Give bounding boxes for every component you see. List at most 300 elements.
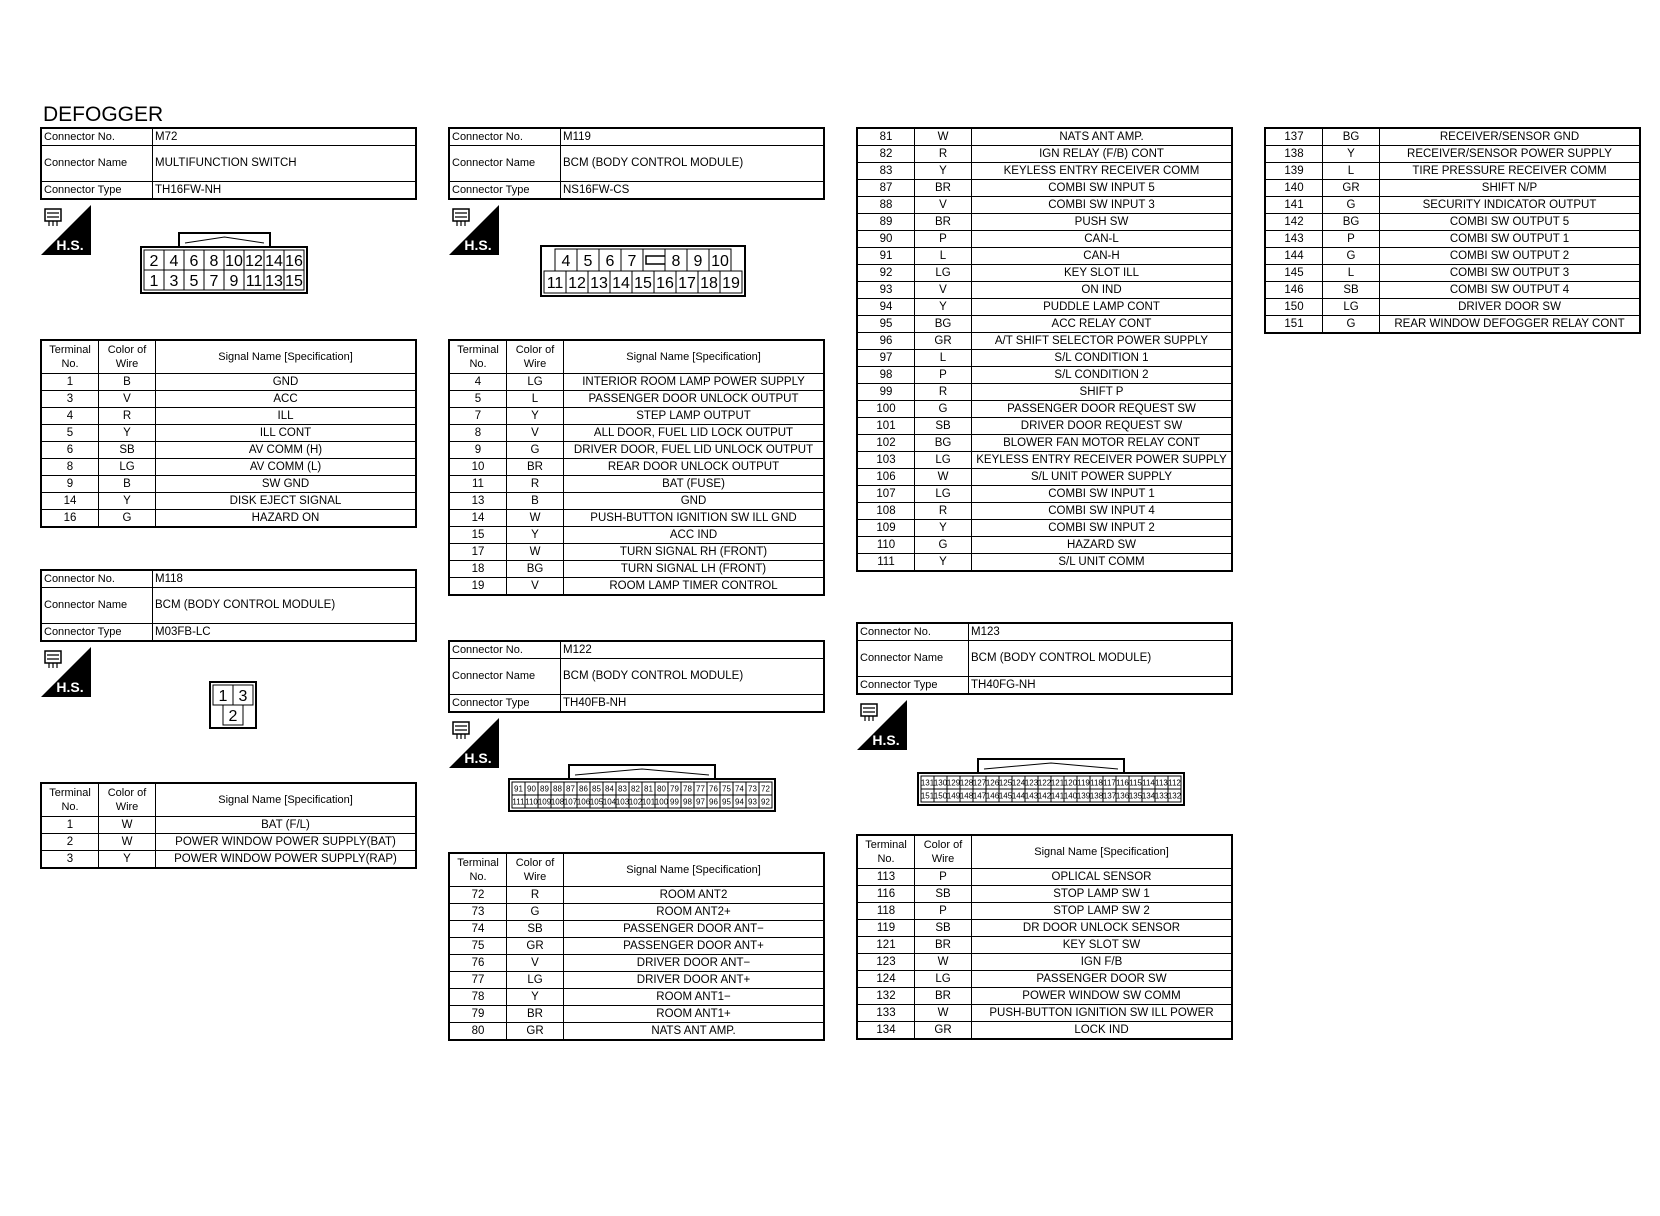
wire-color: SB — [507, 921, 564, 938]
conn-name-label: Connector Name — [41, 146, 153, 182]
signal-name: RECEIVER/SENSOR GND — [1380, 128, 1641, 146]
terminal-no: 96 — [857, 333, 915, 350]
terminal-no: 101 — [857, 418, 915, 435]
wire-color: V — [507, 578, 564, 596]
pin-label: 146 — [985, 791, 1000, 801]
terminal-no: 140 — [1265, 180, 1323, 197]
pin-label: 115 — [1129, 778, 1142, 788]
terminal-no: 124 — [857, 971, 915, 988]
pin-label: 86 — [579, 784, 588, 794]
wire-color: Y — [507, 527, 564, 544]
terminal-no: 5 — [449, 391, 507, 408]
signal-name: DRIVER DOOR ANT+ — [564, 972, 825, 989]
table-row — [857, 333, 1232, 350]
pin-label: 96 — [709, 797, 718, 807]
table-row — [857, 520, 1232, 537]
pin-label: 138 — [1089, 791, 1104, 801]
wire-color: W — [915, 469, 972, 486]
wire-color: GR — [915, 1022, 972, 1040]
table-row — [41, 442, 416, 459]
wire-color: Y — [99, 425, 156, 442]
wire-color: W — [99, 834, 156, 851]
signal-name: DRIVER DOOR ANT− — [564, 955, 825, 972]
terminal-no: 100 — [857, 401, 915, 418]
signal-name: KEY SLOT ILL — [972, 265, 1233, 282]
m123-terminal-table — [856, 834, 1233, 1040]
terminal-no: 97 — [857, 350, 915, 367]
signal-name: S/L CONDITION 1 — [972, 350, 1233, 367]
signal-name: CAN-L — [972, 231, 1233, 248]
pin-label: 101 — [641, 797, 656, 807]
header-terminal: Terminal No. — [41, 340, 99, 374]
signal-name: TIRE PRESSURE RECEIVER COMM — [1380, 163, 1641, 180]
terminal-no: 145 — [1265, 265, 1323, 282]
pin-label: 16 — [656, 274, 674, 292]
pin-label: 72 — [761, 784, 770, 794]
wire-color: W — [915, 954, 972, 971]
table-row — [449, 425, 824, 442]
conn-no-value: M122 — [561, 641, 825, 659]
table-row — [857, 384, 1232, 401]
hs-label: H.S. — [56, 237, 84, 253]
wire-color: GR — [915, 333, 972, 350]
terminal-no: 13 — [449, 493, 507, 510]
signal-name: REAR WINDOW DEFOGGER RELAY CONT — [1380, 316, 1641, 334]
terminal-no: 89 — [857, 214, 915, 231]
pin-label: 126 — [985, 778, 1000, 788]
pin-label: 79 — [670, 784, 679, 794]
pin-label: 117 — [1103, 778, 1116, 788]
terminal-no: 11 — [449, 476, 507, 493]
pin-label: 118 — [1090, 778, 1103, 788]
wire-color: W — [915, 1005, 972, 1022]
wire-color: LG — [915, 971, 972, 988]
conn-no-value: M118 — [153, 570, 417, 588]
hs-label: H.S. — [56, 679, 84, 695]
signal-name: KEYLESS ENTRY RECEIVER POWER SUPPLY — [972, 452, 1233, 469]
pin-label: 93 — [748, 797, 757, 807]
pin-label: 17 — [678, 274, 696, 292]
signal-name: A/T SHIFT SELECTOR POWER SUPPLY — [972, 333, 1233, 350]
pin-label: 11 — [245, 272, 263, 290]
table-row — [449, 493, 824, 510]
wire-color: G — [507, 904, 564, 921]
table-row — [1265, 163, 1640, 180]
signal-name: STOP LAMP SW 1 — [972, 886, 1233, 903]
signal-name: PUDDLE LAMP CONT — [972, 299, 1233, 316]
table-row — [1265, 316, 1640, 334]
wire-color: BG — [1323, 128, 1380, 146]
wire-color: BR — [507, 459, 564, 476]
wire-color: BR — [915, 180, 972, 197]
table-row — [857, 452, 1232, 469]
table-row — [857, 954, 1232, 971]
signal-name: COMBI SW OUTPUT 2 — [1380, 248, 1641, 265]
wire-color: L — [1323, 265, 1380, 282]
terminal-no: 79 — [449, 1006, 507, 1023]
wire-color: G — [99, 510, 156, 528]
terminal-no: 99 — [857, 384, 915, 401]
wire-color: G — [1323, 197, 1380, 214]
pin-label: 87 — [566, 784, 575, 794]
pin-label: 128 — [959, 778, 974, 788]
terminal-no: 141 — [1265, 197, 1323, 214]
terminal-no: 95 — [857, 316, 915, 333]
pin-label: 75 — [722, 784, 731, 794]
conn-no-value: M119 — [561, 128, 825, 146]
conn-name-label: Connector Name — [449, 659, 561, 695]
pin-label: 130 — [933, 778, 948, 788]
table-row — [857, 903, 1232, 920]
pin-label: 90 — [527, 784, 536, 794]
pin-label: 10 — [225, 252, 243, 270]
signal-name: AV COMM (L) — [156, 459, 417, 476]
header-signal: Signal Name [Specification] — [156, 340, 417, 374]
signal-name: KEY SLOT SW — [972, 937, 1233, 954]
wire-color: V — [507, 425, 564, 442]
table-row — [41, 425, 416, 442]
table-row — [857, 316, 1232, 333]
wire-color: V — [507, 955, 564, 972]
pin-label: 94 — [735, 797, 744, 807]
signal-name: PUSH SW — [972, 214, 1233, 231]
wire-color: R — [915, 384, 972, 401]
terminal-no: 4 — [449, 374, 507, 391]
signal-name: COMBI SW OUTPUT 4 — [1380, 282, 1641, 299]
header-signal: Signal Name [Specification] — [564, 340, 825, 374]
terminal-no: 121 — [857, 937, 915, 954]
table-row — [857, 231, 1232, 248]
table-row — [857, 282, 1232, 299]
signal-name: STEP LAMP OUTPUT — [564, 408, 825, 425]
pin-label: 81 — [644, 784, 653, 794]
m123-terminal-table-cont — [1264, 127, 1641, 334]
pin-label: 143 — [1024, 791, 1039, 801]
signal-name: CAN-H — [972, 248, 1233, 265]
signal-name: TURN SIGNAL RH (FRONT) — [564, 544, 825, 561]
signal-name: REAR DOOR UNLOCK OUTPUT — [564, 459, 825, 476]
pin-label: 15 — [285, 272, 303, 290]
wire-color: Y — [507, 408, 564, 425]
conn-type-value: NS16FW-CS — [561, 182, 825, 200]
terminal-no: 75 — [449, 938, 507, 955]
table-row — [41, 459, 416, 476]
table-row — [857, 1022, 1232, 1040]
signal-name: INTERIOR ROOM LAMP POWER SUPPLY — [564, 374, 825, 391]
table-row — [857, 920, 1232, 937]
pin-label: 110 — [525, 797, 538, 807]
wire-color: P — [915, 231, 972, 248]
table-row — [857, 163, 1232, 180]
header-terminal: Terminal No. — [41, 783, 99, 817]
terminal-no: 83 — [857, 163, 915, 180]
pin-label: 99 — [670, 797, 679, 807]
m118-pin-diagram — [209, 681, 257, 734]
signal-name: LOCK IND — [972, 1022, 1233, 1040]
conn-name-value: BCM (BODY CONTROL MODULE) — [561, 659, 825, 695]
pin-label: 139 — [1076, 791, 1091, 801]
table-row — [857, 971, 1232, 988]
pin-label: 127 — [972, 778, 987, 788]
pin-label: 119 — [1077, 778, 1090, 788]
pin-label: 120 — [1063, 778, 1078, 788]
m123-header — [856, 622, 1233, 695]
table-row — [857, 486, 1232, 503]
pin-label: 136 — [1115, 791, 1130, 801]
pin-label: 13 — [265, 272, 283, 290]
header-terminal: Terminal No. — [449, 340, 507, 374]
table-row — [857, 248, 1232, 265]
table-row — [449, 1006, 824, 1023]
conn-type-label: Connector Type — [449, 182, 561, 200]
table-row — [449, 904, 824, 921]
m72-header — [40, 127, 417, 200]
signal-name: SECURITY INDICATOR OUTPUT — [1380, 197, 1641, 214]
harness-side-icon — [41, 205, 91, 255]
pin-label: 147 — [972, 791, 987, 801]
wire-color: BG — [507, 561, 564, 578]
harness-side-icon — [857, 700, 907, 750]
pin-label: 10 — [711, 252, 729, 270]
pin-label: 103 — [615, 797, 630, 807]
m72-terminal-table — [40, 339, 417, 528]
table-row — [857, 937, 1232, 954]
wire-color: SB — [915, 886, 972, 903]
wire-color: Y — [1323, 146, 1380, 163]
terminal-no: 113 — [857, 869, 915, 886]
terminal-no: 9 — [449, 442, 507, 459]
pin-label: 150 — [933, 791, 948, 801]
conn-name-label: Connector Name — [41, 588, 153, 624]
terminal-no: 103 — [857, 452, 915, 469]
table-row — [857, 214, 1232, 231]
signal-name: NATS ANT AMP. — [972, 128, 1233, 146]
signal-name: BAT (FUSE) — [564, 476, 825, 493]
pin-label: 4 — [561, 252, 571, 270]
pin-label: 3 — [169, 272, 179, 290]
signal-name: AV COMM (H) — [156, 442, 417, 459]
pin-label: 102 — [628, 797, 643, 807]
wire-color: BR — [915, 937, 972, 954]
m119-pin-diagram — [540, 245, 746, 302]
wire-color: G — [1323, 248, 1380, 265]
conn-type-value: TH16FW-NH — [153, 182, 417, 200]
pin-label: 18 — [700, 274, 718, 292]
table-row — [857, 469, 1232, 486]
wire-color: Y — [507, 989, 564, 1006]
terminal-no: 3 — [41, 851, 99, 869]
terminal-no: 73 — [449, 904, 507, 921]
terminal-no: 151 — [1265, 316, 1323, 334]
conn-no-label: Connector No. — [449, 128, 561, 146]
pin-label: 77 — [696, 784, 705, 794]
pin-label: 124 — [1011, 778, 1026, 788]
wire-color: B — [507, 493, 564, 510]
terminal-no: 139 — [1265, 163, 1323, 180]
m118-terminal-table — [40, 782, 417, 869]
pin-label: 83 — [618, 784, 627, 794]
signal-name: IGN RELAY (F/B) CONT — [972, 146, 1233, 163]
pin-label: 5 — [583, 252, 593, 270]
wire-color: V — [915, 197, 972, 214]
signal-name: S/L UNIT POWER SUPPLY — [972, 469, 1233, 486]
terminal-no: 80 — [449, 1023, 507, 1041]
signal-name: ALL DOOR, FUEL LID LOCK OUTPUT — [564, 425, 825, 442]
pin-label: 6 — [605, 252, 615, 270]
terminal-no: 3 — [41, 391, 99, 408]
signal-name: COMBI SW INPUT 3 — [972, 197, 1233, 214]
wire-color: LG — [507, 374, 564, 391]
signal-name: BAT (F/L) — [156, 817, 417, 834]
terminal-no: 17 — [449, 544, 507, 561]
signal-name: COMBI SW INPUT 2 — [972, 520, 1233, 537]
pin-label: 16 — [285, 252, 303, 270]
terminal-no: 91 — [857, 248, 915, 265]
signal-name: PASSENGER DOOR REQUEST SW — [972, 401, 1233, 418]
pin-label: 14 — [265, 252, 283, 270]
wire-color: Y — [915, 520, 972, 537]
m122-header — [448, 640, 825, 713]
wire-color: L — [915, 248, 972, 265]
terminal-no: 87 — [857, 180, 915, 197]
signal-name: COMBI SW OUTPUT 3 — [1380, 265, 1641, 282]
wire-color: Y — [99, 493, 156, 510]
table-row — [857, 503, 1232, 520]
pin-label: 98 — [683, 797, 692, 807]
signal-name: S/L UNIT COMM — [972, 554, 1233, 572]
terminal-no: 142 — [1265, 214, 1323, 231]
conn-type-label: Connector Type — [857, 677, 969, 695]
wire-color: P — [1323, 231, 1380, 248]
terminal-no: 118 — [857, 903, 915, 920]
table-row — [41, 493, 416, 510]
signal-name: ROOM ANT2 — [564, 887, 825, 904]
pin-label: 137 — [1102, 791, 1117, 801]
terminal-no: 2 — [41, 834, 99, 851]
terminal-no: 77 — [449, 972, 507, 989]
signal-name: ROOM ANT2+ — [564, 904, 825, 921]
conn-no-label: Connector No. — [41, 570, 153, 588]
pin-label: 9 — [229, 272, 239, 290]
terminal-no: 4 — [41, 408, 99, 425]
signal-name: TURN SIGNAL LH (FRONT) — [564, 561, 825, 578]
wire-color: G — [1323, 316, 1380, 334]
terminal-no: 19 — [449, 578, 507, 596]
table-row — [41, 476, 416, 493]
terminal-no: 107 — [857, 486, 915, 503]
signal-name: S/L CONDITION 2 — [972, 367, 1233, 384]
header-color: Color of Wire — [915, 835, 972, 869]
terminal-no: 132 — [857, 988, 915, 1005]
signal-name: COMBI SW INPUT 5 — [972, 180, 1233, 197]
terminal-no: 134 — [857, 1022, 915, 1040]
pin-label: 148 — [959, 791, 974, 801]
pin-label: 85 — [592, 784, 601, 794]
table-row — [1265, 180, 1640, 197]
wire-color: L — [507, 391, 564, 408]
wire-color: SB — [915, 920, 972, 937]
wire-color: V — [915, 282, 972, 299]
m119-terminal-table — [448, 339, 825, 596]
table-row — [449, 391, 824, 408]
pin-label: 142 — [1037, 791, 1052, 801]
terminal-no: 5 — [41, 425, 99, 442]
table-row — [857, 146, 1232, 163]
table-row — [857, 435, 1232, 452]
signal-name: GND — [156, 374, 417, 391]
signal-name: NATS ANT AMP. — [564, 1023, 825, 1041]
m122-terminal-table — [448, 852, 825, 1041]
table-row — [857, 367, 1232, 384]
table-row — [449, 887, 824, 904]
table-row — [857, 988, 1232, 1005]
table-row — [449, 989, 824, 1006]
table-row — [857, 401, 1232, 418]
signal-name: ILL CONT — [156, 425, 417, 442]
wire-color: G — [915, 401, 972, 418]
conn-no-label: Connector No. — [857, 623, 969, 641]
signal-name: ACC IND — [564, 527, 825, 544]
conn-name-value: BCM (BODY CONTROL MODULE) — [969, 641, 1233, 677]
terminal-no: 15 — [449, 527, 507, 544]
table-row — [449, 459, 824, 476]
table-row — [1265, 231, 1640, 248]
pin-label: 8 — [671, 252, 681, 270]
terminal-no: 8 — [449, 425, 507, 442]
table-row — [41, 817, 416, 834]
wire-color: Y — [915, 163, 972, 180]
table-row — [449, 510, 824, 527]
terminal-no: 144 — [1265, 248, 1323, 265]
signal-name: RECEIVER/SENSOR POWER SUPPLY — [1380, 146, 1641, 163]
wire-color: P — [915, 367, 972, 384]
m72-pin-diagram — [140, 232, 308, 299]
pin-label: 6 — [189, 252, 199, 270]
pin-label: 1 — [218, 687, 228, 705]
terminal-no: 133 — [857, 1005, 915, 1022]
wire-color: B — [99, 476, 156, 493]
signal-name: STOP LAMP SW 2 — [972, 903, 1233, 920]
pin-label: 1 — [149, 272, 159, 290]
pin-label: 111 — [512, 797, 525, 807]
wire-color: BG — [915, 435, 972, 452]
wire-color: W — [915, 128, 972, 146]
pin-label: 76 — [709, 784, 718, 794]
wire-color: R — [507, 887, 564, 904]
signal-name: SHIFT N/P — [1380, 180, 1641, 197]
signal-name: PASSENGER DOOR ANT+ — [564, 938, 825, 955]
signal-name: GND — [564, 493, 825, 510]
table-row — [449, 527, 824, 544]
pin-label: 121 — [1050, 778, 1065, 788]
terminal-no: 137 — [1265, 128, 1323, 146]
table-row — [1265, 265, 1640, 282]
header-signal: Signal Name [Specification] — [156, 783, 417, 817]
pin-label: 73 — [748, 784, 757, 794]
terminal-no: 72 — [449, 887, 507, 904]
wire-color: GR — [1323, 180, 1380, 197]
wire-color: LG — [1323, 299, 1380, 316]
wire-color: R — [507, 476, 564, 493]
table-row — [1265, 299, 1640, 316]
pin-label: 125 — [998, 778, 1013, 788]
pin-label: 91 — [514, 784, 523, 794]
header-color: Color of Wire — [99, 340, 156, 374]
table-row — [449, 561, 824, 578]
pin-label: 5 — [189, 272, 199, 290]
table-row — [449, 921, 824, 938]
signal-name: DRIVER DOOR SW — [1380, 299, 1641, 316]
